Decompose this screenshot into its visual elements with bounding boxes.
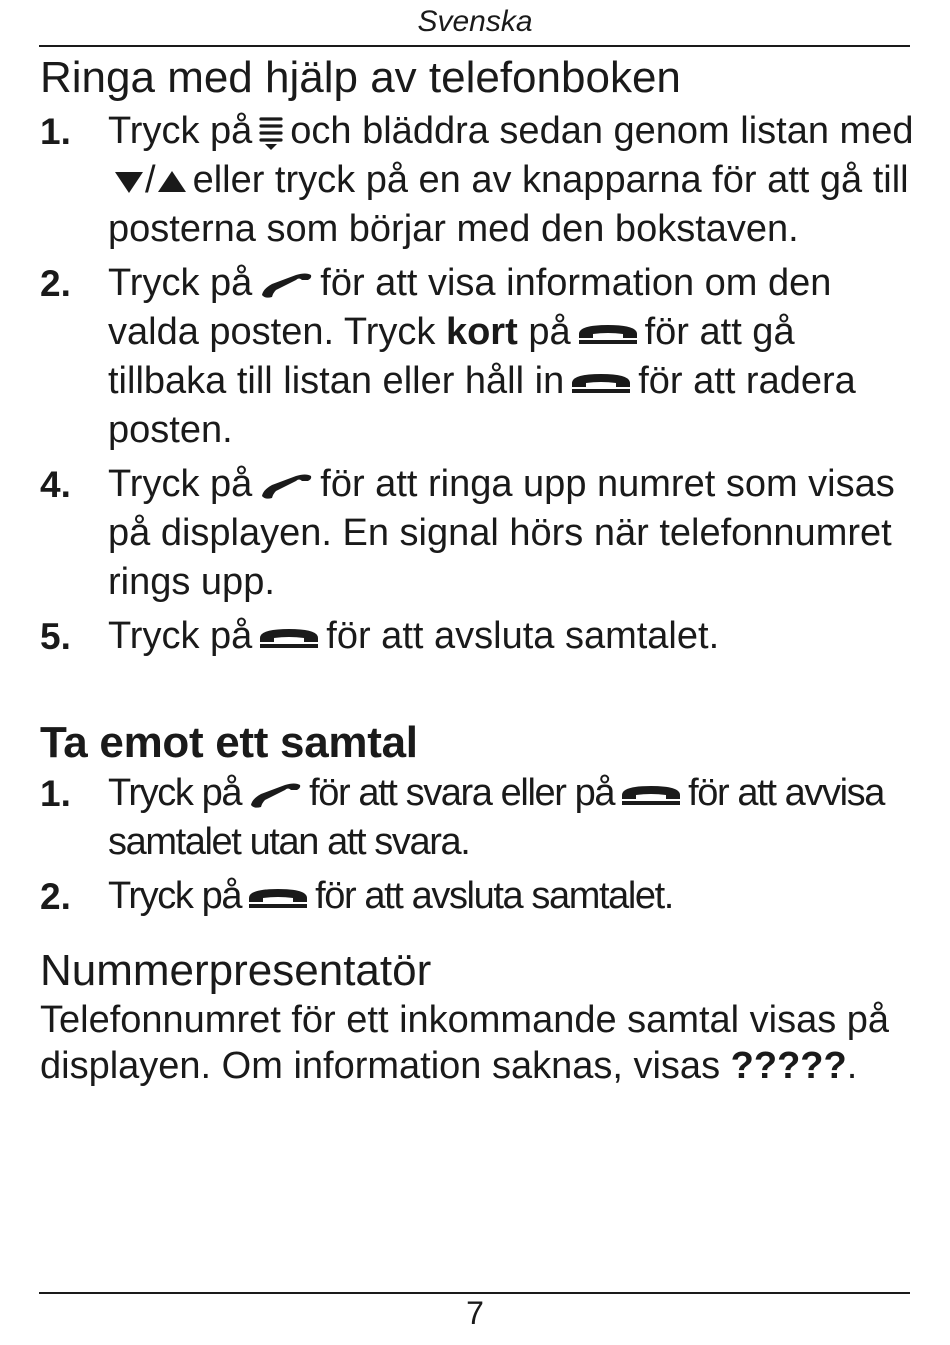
step-text: för att avvisa samtalet utan att svara. xyxy=(108,772,884,863)
header-rule xyxy=(39,45,910,47)
step-text: för att svara eller på xyxy=(309,772,615,814)
step-text: Tryck på xyxy=(108,110,253,152)
arrow-down-icon xyxy=(114,170,144,194)
list-item-step-4 xyxy=(40,460,920,607)
step-text: för att avsluta samtalet. xyxy=(326,615,720,657)
step-text: Tryck på xyxy=(108,262,253,304)
step-number: 1. xyxy=(40,111,71,152)
list-item-step-2 xyxy=(40,259,920,455)
end-call-key-icon xyxy=(247,886,309,910)
section-phonebook-call xyxy=(40,52,920,661)
step-text: / xyxy=(145,159,156,201)
page-content xyxy=(40,52,920,1089)
page-header-language: Svenska xyxy=(417,5,533,38)
step-number: 5. xyxy=(40,616,71,657)
step-text: Tryck på xyxy=(108,463,253,505)
section-receive-call xyxy=(40,717,920,921)
step-text: Tryck på xyxy=(108,875,242,917)
call-key-icon xyxy=(258,271,314,299)
step-number: 2. xyxy=(40,876,71,917)
end-call-key-icon xyxy=(570,371,632,395)
step-text: för att visa information om den valda posten. Tryck xyxy=(108,262,832,353)
paragraph-text: . xyxy=(846,1045,858,1087)
section-title: Ringa med hjälp av telefonboken xyxy=(40,53,681,102)
body-paragraph xyxy=(40,997,920,1089)
end-call-key-icon xyxy=(258,626,320,650)
emphasis-text: kort xyxy=(445,311,518,353)
phonebook-menu-icon xyxy=(258,115,284,151)
page-number: 7 xyxy=(466,1295,484,1331)
emphasis-text: ????? xyxy=(730,1045,847,1087)
paragraph-text: Telefonnumret för ett inkommande samtal visas på displayen. Om information saknas, visas xyxy=(40,999,890,1087)
step-text: för att avsluta samtalet. xyxy=(315,875,673,917)
end-call-key-icon xyxy=(577,322,639,346)
list-item-step-2 xyxy=(40,872,920,921)
step-text: på xyxy=(528,311,571,353)
arrow-up-icon xyxy=(157,170,187,194)
end-call-key-icon xyxy=(620,783,682,807)
step-text: och bläddra sedan genom listan med xyxy=(290,110,914,152)
list-item-step-1 xyxy=(40,107,920,254)
step-text: Tryck på xyxy=(108,772,242,814)
step-text: Tryck på xyxy=(108,615,253,657)
step-text: för att gå tillbaka till listan eller håll in xyxy=(108,311,795,402)
step-text: för att ringa upp numret som visas på displayen. En signal hörs när telefonnumret rings upp. xyxy=(108,463,895,603)
step-number: 1. xyxy=(40,773,71,814)
step-number: 4. xyxy=(40,464,71,505)
step-number: 2. xyxy=(40,263,71,304)
section-title: Ta emot ett samtal xyxy=(40,718,418,767)
step-text: eller tryck på en av knapparna för att gå till posterna som börjar med den bokstaven. xyxy=(108,159,909,250)
call-key-icon xyxy=(258,472,314,500)
list-item-step-1 xyxy=(40,769,920,867)
call-key-icon xyxy=(247,781,303,809)
section-caller-id xyxy=(40,945,920,1089)
step-text: för att radera posten. xyxy=(108,360,856,451)
section-title: Nummerpresentatör xyxy=(40,946,432,995)
list-item-step-5 xyxy=(40,612,920,661)
